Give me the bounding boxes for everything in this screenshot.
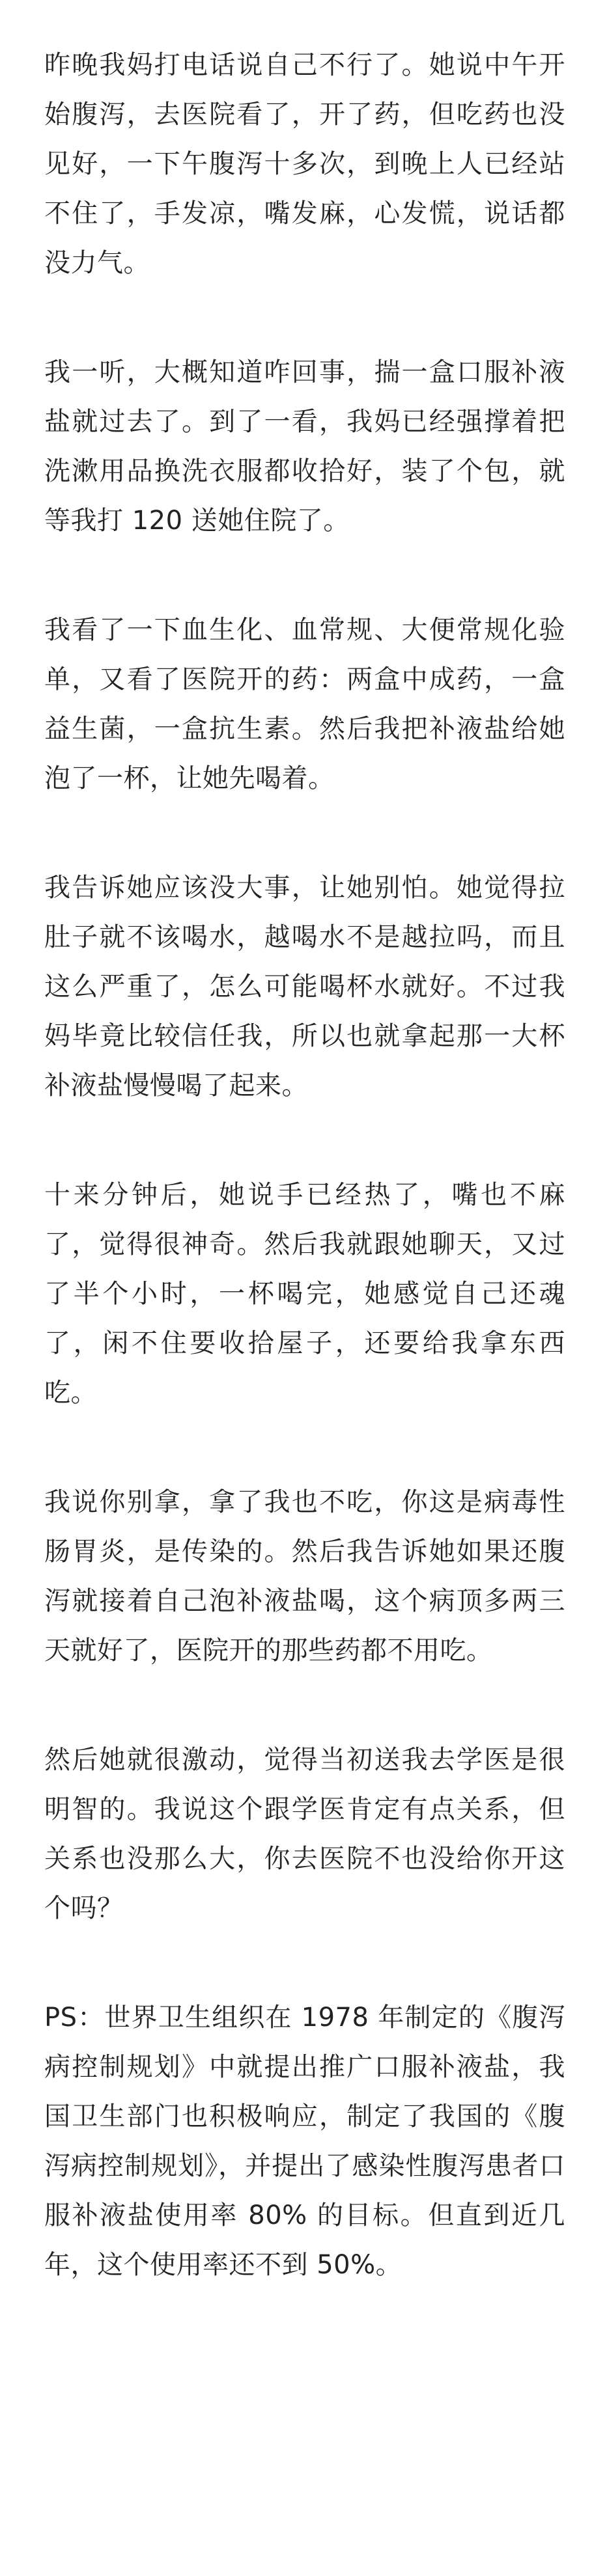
paragraph-2: 我一听，大概知道咋回事，揣一盒口服补液盐就过去了。到了一看，我妈已经强撑着把洗漱用品换洗衣服都收拾好，装了个包，就等我打 120 送她住院了。 — [44, 357, 565, 536]
paragraph-3: 我看了一下血生化、血常规、大便常规化验单，又看了医院开的药：两盒中成药，一盒益生菌，一盒抗生素。然后我把补液盐给她泡了一杯，让她先喝着。 — [44, 615, 565, 793]
article-body — [44, 40, 565, 2290]
paragraph-ps: PS：世界卫生组织在 1978 年制定的《腹泻病控制规划》中就提出推广口服补液盐，我国卫生部门也积极响应，制定了我国的《腹泻病控制规划》，并提出了感染性腹泻患者口服补液盐使用率 80% 的目标。但直到近几年，这个使用率还不到 50%。 — [44, 2003, 565, 2280]
paragraph-1: 昨晚我妈打电话说自己不行了。她说中午开始腹泻，去医院看了，开了药，但吃药也没见好，一下午腹泻十多次，到晚上人已经站不住了，手发凉，嘴发麻，心发慌，说话都没力气。 — [44, 50, 565, 278]
paragraph-6: 我说你别拿，拿了我也不吃，你这是病毒性肠胃炎，是传染的。然后我告诉她如果还腹泻就接着自己泡补液盐喝，这个病顶多两三天就好了，医院开的那些药都不用吃。 — [44, 1487, 565, 1665]
paragraph-7: 然后她就很激动，觉得当初送我去学医是很明智的。我说这个跟学医肯定有点关系，但关系也没那么大，你去医院不也没给你开这个吗？ — [44, 1745, 565, 1923]
paragraph-4: 我告诉她应该没大事，让她别怕。她觉得拉肚子就不该喝水，越喝水不是越拉吗，而且这么严重了，怎么可能喝杯水就好。不过我妈毕竟比较信任我，所以也就拿起那一大杯补液盐慢慢喝了起来。 — [44, 873, 565, 1101]
paragraph-5: 十来分钟后，她说手已经热了，嘴也不麻了，觉得很神奇。然后我就跟她聊天，又过了半个小时，一杯喝完，她感觉自己还魂了，闲不住要收拾屋子，还要给我拿东西吃。 — [44, 1180, 565, 1408]
